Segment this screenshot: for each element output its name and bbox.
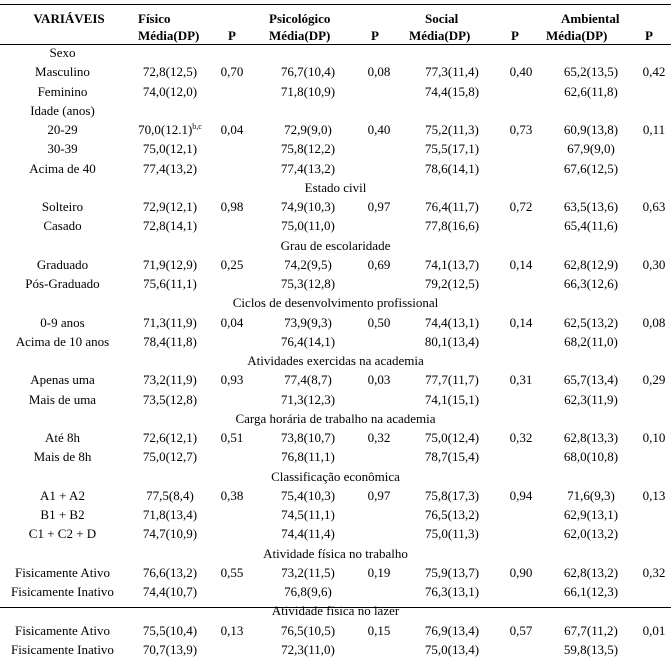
cell-amb: 65,2(13,5) <box>563 64 619 80</box>
cell-social: 77,3(11,4) <box>425 64 479 80</box>
cell-fisico: 78,4(11,8) <box>143 333 197 349</box>
table-row <box>0 159 671 178</box>
table-row <box>0 621 671 640</box>
cell-social: 75,5(17,1) <box>424 141 480 157</box>
cell-p1: 0,55 <box>220 564 244 580</box>
section-heading: Carga horária de trabalho na academia <box>235 410 436 426</box>
row-label: Solteiro <box>41 199 84 214</box>
cell-p2: 0,19 <box>367 564 391 580</box>
cell-p3: 0,90 <box>509 564 533 580</box>
table-top-rule <box>0 4 671 5</box>
cell-p1: 0,25 <box>220 256 244 272</box>
cell-psico: 71,8(10,9) <box>280 83 336 99</box>
section-heading: Atividade física no lazer <box>271 603 400 619</box>
table-row <box>0 120 671 139</box>
cell-psico: 75,8(12,2) <box>280 141 336 157</box>
cell-psico: 75,4(10,3) <box>280 487 336 503</box>
cell-psico: 74,9(10,3) <box>280 199 336 214</box>
cell-psico: 72,9(9,0) <box>284 122 332 137</box>
cell-amb: 62,8(12,9) <box>563 256 619 272</box>
table-row <box>0 486 671 505</box>
group-label-row <box>0 43 671 62</box>
cell-p1: 0,04 <box>220 314 244 330</box>
cell-fisico: 74,7(10,9) <box>142 526 198 542</box>
cell-social: 75,0(11,3) <box>425 526 479 542</box>
table-row <box>0 640 671 659</box>
header-variaveis: VARIÁVEIS <box>33 11 105 26</box>
cell-amb: 67,6(12,5) <box>563 160 619 176</box>
cell-p1: 0,38 <box>220 487 244 503</box>
cell-p4: 0,01 <box>642 622 666 638</box>
cell-amb: 62,0(13,2) <box>563 526 619 542</box>
row-label: C1 + C2 + D <box>28 526 97 542</box>
cell-p4: 0,13 <box>642 487 666 503</box>
cell-p3: 0,31 <box>509 372 533 388</box>
table-row <box>0 62 671 81</box>
cell-social: 75,8(17,3) <box>424 487 480 503</box>
cell-p1: 0,93 <box>220 372 244 388</box>
cell-psico: 76,8(11,1) <box>281 449 335 465</box>
cell-fisico: 73,2(11,9) <box>143 372 197 388</box>
table-row <box>0 197 671 216</box>
cell-p2: 0,08 <box>367 64 391 80</box>
table-row <box>0 428 671 447</box>
cell-psico: 74,2(9,5) <box>284 256 332 272</box>
section-heading: Atividades exercidas na academia <box>247 353 424 368</box>
cell-fisico: 72,8(14,1) <box>142 218 198 234</box>
cell-psico: 76,4(14,1) <box>280 333 336 349</box>
cell-p4: 0,11 <box>642 122 666 137</box>
cell-fisico: 75,0(12,7) <box>142 449 198 465</box>
row-label: Pós-Graduado <box>25 276 100 291</box>
cell-p4: 0,08 <box>642 314 666 330</box>
cell-amb: 66,1(12,3) <box>563 584 619 599</box>
cell-amb: 67,7(11,2) <box>564 622 618 638</box>
header-p-fisico: P <box>228 28 236 43</box>
cell-social: 74,4(13,1) <box>424 314 480 330</box>
table-row <box>0 82 671 101</box>
cell-fisico <box>120 120 220 139</box>
cell-p2: 0,32 <box>367 430 391 445</box>
cell-amb: 60,9(13,8) <box>563 122 619 137</box>
row-label: Masculino <box>35 64 90 80</box>
cell-p4: 0,32 <box>642 564 666 580</box>
header-p-ambiental: P <box>645 28 653 43</box>
cell-social: 75,0(13,4) <box>424 641 480 657</box>
row-label: Graduado <box>36 256 89 272</box>
cell-social: 77,8(16,6) <box>424 218 480 234</box>
table-row <box>0 216 671 235</box>
row-label: Acima de 10 anos <box>15 333 110 349</box>
cell-value: 70,0(12.1) <box>138 122 193 137</box>
cell-social: 76,3(13,1) <box>424 584 480 599</box>
header-social: Social <box>425 11 459 26</box>
row-label: 20-29 <box>47 122 78 137</box>
table-row <box>0 505 671 524</box>
row-label: Mais de uma <box>28 391 97 407</box>
cell-fisico: 77,5(8,4) <box>146 487 194 503</box>
header-psicologico-media: Média(DP) <box>269 28 331 43</box>
cell-psico: 74,4(11,4) <box>281 526 335 542</box>
row-label: B1 + B2 <box>40 507 85 522</box>
row-label: Mais de 8h <box>33 449 92 465</box>
cell-p3: 0,14 <box>509 256 533 272</box>
cell-p1: 0,13 <box>220 622 244 638</box>
cell-p2: 0,15 <box>367 622 391 638</box>
cell-amb: 62,8(13,3) <box>563 430 619 445</box>
cell-p4: 0,30 <box>642 256 666 272</box>
cell-p4: 0,10 <box>642 430 666 445</box>
cell-social: 76,9(13,4) <box>424 622 480 638</box>
cell-amb: 65,7(13,4) <box>563 372 619 388</box>
cell-p3: 0,14 <box>509 314 533 330</box>
header-ambiental: Ambiental <box>561 11 620 26</box>
table-bottom-rule <box>0 607 671 608</box>
cell-psico: 74,5(11,1) <box>281 507 335 522</box>
cell-p1: 0,98 <box>220 199 244 214</box>
header-fisico-media: Média(DP) <box>138 28 200 43</box>
cell-social: 74,1(13,7) <box>424 256 480 272</box>
cell-psico: 73,2(11,5) <box>281 564 335 580</box>
group-label-row <box>0 101 671 120</box>
cell-p2: 0,40 <box>367 122 391 137</box>
cell-fisico: 71,9(12,9) <box>142 256 198 272</box>
cell-social: 78,6(14,1) <box>424 160 480 176</box>
section-heading: Ciclos de desenvolvimento profissional <box>232 295 439 311</box>
cell-p2: 0,69 <box>367 256 391 272</box>
cell-fisico: 70,7(13,9) <box>142 641 198 657</box>
row-label: 30-39 <box>47 141 78 157</box>
table-row <box>0 390 671 409</box>
cell-p1: 0,70 <box>220 64 244 80</box>
cell-fisico: 75,6(11,1) <box>143 276 197 291</box>
cell-social: 76,4(11,7) <box>425 199 479 214</box>
cell-p4: 0,29 <box>642 372 666 388</box>
cell-p1: 0,04 <box>220 122 244 137</box>
cell-social: 78,7(15,4) <box>424 449 480 465</box>
cell-amb: 71,6(9,3) <box>567 487 615 503</box>
cell-fisico: 71,8(13,4) <box>142 507 198 522</box>
cell-p3: 0,32 <box>509 430 533 445</box>
cell-fisico: 75,5(10,4) <box>142 622 198 638</box>
row-label: Fisicamente Inativo <box>11 584 114 599</box>
cell-p3: 0,57 <box>509 622 533 638</box>
cell-fisico: 75,0(12,1) <box>142 141 198 157</box>
table-row <box>0 139 671 158</box>
cell-fisico: 74,0(12,0) <box>142 83 198 99</box>
cell-psico: 73,9(9,3) <box>284 314 332 330</box>
cell-social: 77,7(11,7) <box>425 372 479 388</box>
table-row <box>0 370 671 389</box>
cell-p2: 0,03 <box>367 372 391 388</box>
cell-psico: 75,0(11,0) <box>281 218 335 234</box>
table-row <box>0 274 671 293</box>
cell-p3: 0,73 <box>509 122 533 137</box>
row-label: Até 8h <box>44 430 81 445</box>
cell-social: 75,0(12,4) <box>424 430 480 445</box>
cell-fisico: 74,4(10,7) <box>142 584 198 599</box>
cell-social: 74,4(15,8) <box>424 83 480 99</box>
header-ambiental-media: Média(DP) <box>546 28 608 43</box>
cell-fisico: 76,6(13,2) <box>142 564 198 580</box>
table-row <box>0 582 671 601</box>
table-row <box>0 447 671 466</box>
row-label: Fisicamente Ativo <box>15 564 110 580</box>
row-label: Idade (anos) <box>30 102 95 118</box>
cell-p1: 0,51 <box>220 430 244 445</box>
header-p-psicologico: P <box>371 28 379 43</box>
cell-amb: 62,3(11,9) <box>564 391 618 407</box>
row-label: Casado <box>43 218 82 234</box>
significance-superscript: b,c <box>192 122 202 131</box>
table-row <box>0 313 671 332</box>
cell-psico: 75,3(12,8) <box>280 276 336 291</box>
cell-fisico: 72,9(12,1) <box>142 199 198 214</box>
cell-fisico: 77,4(13,2) <box>142 160 198 176</box>
cell-psico: 76,5(10,5) <box>280 622 336 638</box>
row-label: Sexo <box>49 45 76 60</box>
cell-psico: 72,3(11,0) <box>281 641 335 657</box>
cell-p3: 0,72 <box>509 199 533 214</box>
header-social-media: Média(DP) <box>409 28 471 43</box>
header-p-social: P <box>511 28 519 43</box>
table-row <box>0 524 671 543</box>
table-row <box>0 563 671 582</box>
row-label: Feminino <box>37 83 88 99</box>
section-heading: Grau de escolaridade <box>280 237 391 253</box>
cell-amb: 65,4(11,6) <box>564 218 618 234</box>
cell-psico: 76,7(10,4) <box>280 64 336 80</box>
cell-p2: 0,97 <box>367 487 391 503</box>
cell-p4: 0,42 <box>642 64 666 80</box>
section-heading: Atividade física no trabalho <box>263 545 408 561</box>
cell-social: 74,1(15,1) <box>424 391 480 407</box>
cell-psico: 71,3(12,3) <box>280 391 336 407</box>
header-psicologico: Psicológico <box>269 11 331 26</box>
cell-amb: 68,0(10,8) <box>563 449 619 465</box>
row-label: 0-9 anos <box>40 314 85 330</box>
cell-amb: 68,2(11,0) <box>564 333 618 349</box>
cell-psico: 76,8(9,6) <box>284 584 332 599</box>
cell-fisico: 72,6(12,1) <box>142 430 198 445</box>
cell-psico: 77,4(13,2) <box>280 160 336 176</box>
cell-p3: 0,40 <box>509 64 533 80</box>
row-label: Acima de 40 <box>29 160 96 176</box>
cell-amb: 62,6(11,8) <box>564 83 618 99</box>
cell-amb: 67,9(9,0) <box>567 141 615 157</box>
cell-fisico: 71,3(11,9) <box>143 314 197 330</box>
cell-social: 79,2(12,5) <box>424 276 480 291</box>
cell-fisico: 73,5(12,8) <box>142 391 198 407</box>
row-label: Fisicamente Inativo <box>11 641 114 657</box>
table-row <box>0 332 671 351</box>
cell-amb: 66,3(12,6) <box>563 276 619 291</box>
cell-psico: 73,8(10,7) <box>280 430 336 445</box>
cell-p4: 0,63 <box>642 199 666 214</box>
header-fisico: Físico <box>138 11 171 26</box>
row-label: Fisicamente Ativo <box>15 622 110 638</box>
section-heading: Estado civil <box>304 179 367 195</box>
cell-fisico: 72,8(12,5) <box>142 64 198 80</box>
cell-amb: 62,8(13,2) <box>563 564 619 580</box>
cell-p2: 0,50 <box>367 314 391 330</box>
row-label: Apenas uma <box>30 372 95 388</box>
row-label: A1 + A2 <box>40 487 85 503</box>
cell-p3: 0,94 <box>509 487 533 503</box>
cell-amb: 62,5(13,2) <box>563 314 619 330</box>
cell-social: 76,5(13,2) <box>424 507 480 522</box>
table-row <box>0 255 671 274</box>
cell-psico: 77,4(8,7) <box>284 372 332 388</box>
cell-social: 75,9(13,7) <box>424 564 480 580</box>
cell-amb: 62,9(13,1) <box>563 507 619 522</box>
section-heading: Classificação econômica <box>271 468 400 484</box>
cell-amb: 59,8(13,5) <box>563 641 619 657</box>
cell-social: 80,1(13,4) <box>424 333 480 349</box>
cell-social: 75,2(11,3) <box>425 122 479 137</box>
cell-amb: 63,5(13,6) <box>563 199 619 214</box>
cell-p2: 0,97 <box>367 199 391 214</box>
